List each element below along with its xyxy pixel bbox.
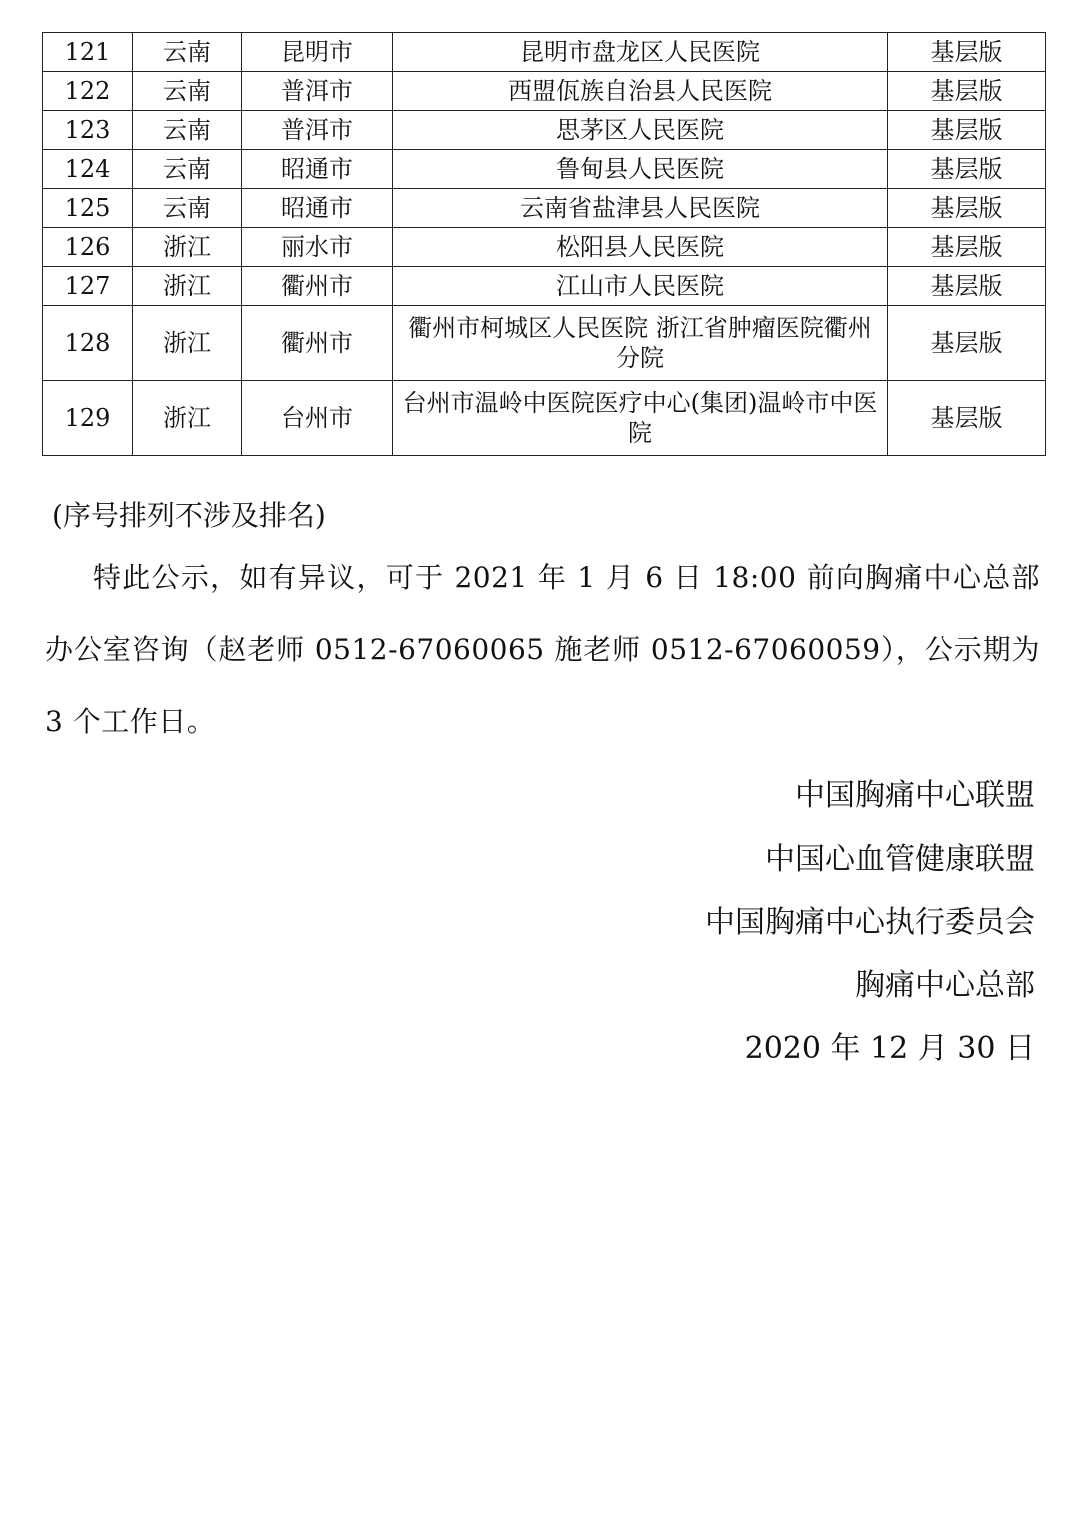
row-city: 丽水市 bbox=[242, 228, 393, 267]
table-row bbox=[43, 111, 1046, 150]
row-number: 124 bbox=[43, 150, 133, 189]
row-number: 123 bbox=[43, 111, 133, 150]
row-city: 衢州市 bbox=[242, 306, 393, 381]
row-number: 122 bbox=[43, 72, 133, 111]
announcement-paragraph: 特此公示，如有异议，可于 2021 年 1 月 6 日 18:00 前向胸痛中心总部办公室咨询（赵老师 0512-67060065 施老师 0512-67060059），公示期为 3 个工作日。 bbox=[45, 561, 1040, 738]
row-city: 昭通市 bbox=[242, 189, 393, 228]
table-row bbox=[43, 150, 1046, 189]
row-province: 云南 bbox=[133, 33, 242, 72]
row-number: 128 bbox=[43, 306, 133, 381]
row-province: 浙江 bbox=[133, 381, 242, 456]
row-city: 昭通市 bbox=[242, 150, 393, 189]
row-city: 普洱市 bbox=[242, 111, 393, 150]
row-hospital: 台州市温岭中医院医疗中心(集团)温岭市中医院 bbox=[393, 381, 888, 456]
row-city: 昆明市 bbox=[242, 33, 393, 72]
row-city: 普洱市 bbox=[242, 72, 393, 111]
row-number: 121 bbox=[43, 33, 133, 72]
row-hospital: 衢州市柯城区人民医院 浙江省肿瘤医院衢州分院 bbox=[393, 306, 888, 381]
table-row bbox=[43, 33, 1046, 72]
row-version: 基层版 bbox=[888, 228, 1046, 267]
row-city: 衢州市 bbox=[242, 267, 393, 306]
row-hospital: 云南省盐津县人民医院 bbox=[393, 189, 888, 228]
row-province: 浙江 bbox=[133, 267, 242, 306]
row-number: 125 bbox=[43, 189, 133, 228]
row-city: 台州市 bbox=[242, 381, 393, 456]
row-province: 浙江 bbox=[133, 306, 242, 381]
row-version: 基层版 bbox=[888, 306, 1046, 381]
row-number: 127 bbox=[43, 267, 133, 306]
row-hospital: 江山市人民医院 bbox=[393, 267, 888, 306]
row-hospital: 松阳县人民医院 bbox=[393, 228, 888, 267]
row-province: 云南 bbox=[133, 189, 242, 228]
table-row bbox=[43, 228, 1046, 267]
table-row bbox=[43, 189, 1046, 228]
row-number: 126 bbox=[43, 228, 133, 267]
row-version: 基层版 bbox=[888, 33, 1046, 72]
signature-org-cardiovascular-alliance: 中国心血管健康联盟 bbox=[765, 842, 1035, 877]
row-version: 基层版 bbox=[888, 150, 1046, 189]
hospital-table bbox=[42, 32, 1046, 456]
row-version: 基层版 bbox=[888, 72, 1046, 111]
row-version: 基层版 bbox=[888, 189, 1046, 228]
signature-org-executive-committee: 中国胸痛中心执行委员会 bbox=[705, 905, 1035, 940]
row-province: 浙江 bbox=[133, 228, 242, 267]
signature-org-headquarters: 胸痛中心总部 bbox=[855, 968, 1035, 1003]
signature-org-chest-pain-alliance: 中国胸痛中心联盟 bbox=[795, 778, 1035, 813]
table-row bbox=[43, 72, 1046, 111]
table-row bbox=[43, 306, 1046, 381]
hospital-table-body bbox=[43, 33, 1046, 456]
signature-date: 2020 年 12 月 30 日 bbox=[744, 1031, 1035, 1066]
row-province: 云南 bbox=[133, 150, 242, 189]
row-hospital: 昆明市盘龙区人民医院 bbox=[393, 33, 888, 72]
row-hospital: 鲁甸县人民医院 bbox=[393, 150, 888, 189]
row-version: 基层版 bbox=[888, 381, 1046, 456]
ranking-note: (序号排列不涉及排名) bbox=[52, 499, 326, 532]
row-hospital: 思茅区人民医院 bbox=[393, 111, 888, 150]
row-hospital: 西盟佤族自治县人民医院 bbox=[393, 72, 888, 111]
row-number: 129 bbox=[43, 381, 133, 456]
row-province: 云南 bbox=[133, 72, 242, 111]
table-row bbox=[43, 267, 1046, 306]
table-row bbox=[43, 381, 1046, 456]
row-version: 基层版 bbox=[888, 267, 1046, 306]
row-province: 云南 bbox=[133, 111, 242, 150]
row-version: 基层版 bbox=[888, 111, 1046, 150]
